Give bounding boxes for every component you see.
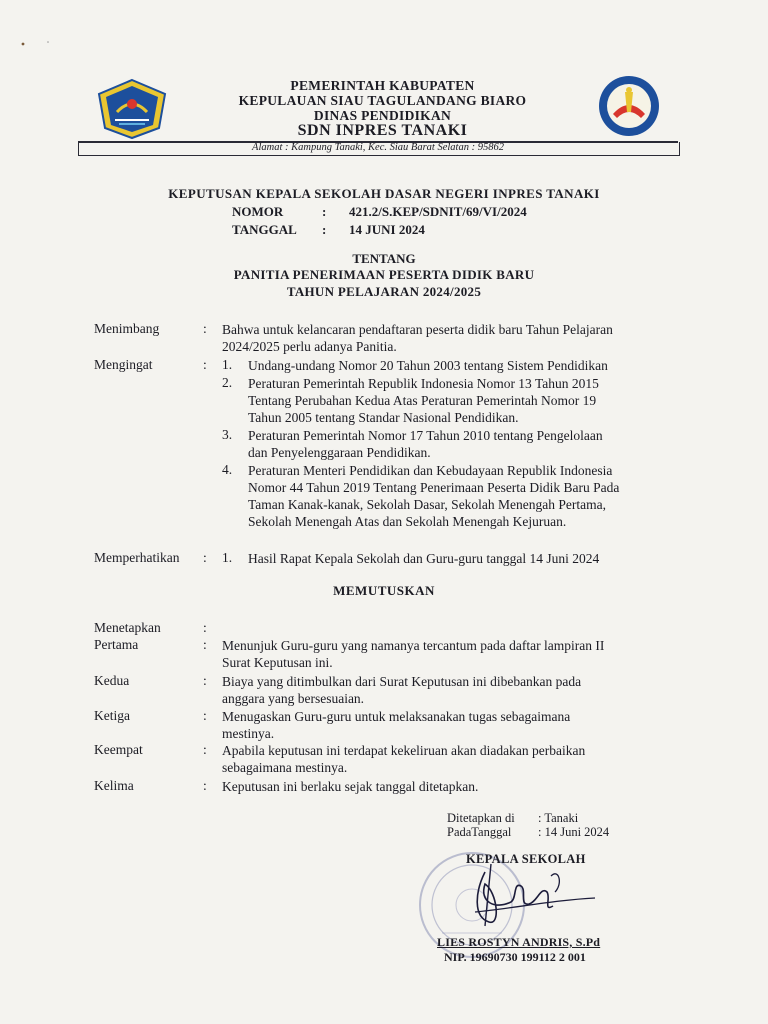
header-regency: KEPULAUAN SIAU TAGULANDANG BIARO xyxy=(238,93,527,108)
memperhatikan-label: Memperhatikan xyxy=(94,550,180,565)
ditetapkan-value: : Tanaki xyxy=(538,811,579,825)
keempat-colon: : xyxy=(203,742,207,757)
header-agency: DINAS PENDIDIKAN xyxy=(313,108,452,123)
nomor-colon: : xyxy=(322,204,327,219)
nomor-label: NOMOR xyxy=(232,204,284,219)
tanggal-ttd-value: : 14 Juni 2024 xyxy=(538,825,610,839)
mengingat-label: Mengingat xyxy=(94,357,153,372)
principal-nip: NIP. 19690730 199112 2 001 xyxy=(444,950,586,964)
tanggal-label: TANGGAL xyxy=(232,222,297,237)
kelima-colon: : xyxy=(203,778,207,793)
ketiga-colon: : xyxy=(203,708,207,723)
pertama-label: Pertama xyxy=(94,637,139,652)
nomor-value: 421.2/S.KEP/SDNIT/69/VI/2024 xyxy=(349,204,527,219)
mengingat-colon: : xyxy=(203,357,207,372)
memutuskan-heading: MEMUTUSKAN xyxy=(333,583,435,598)
memperhatikan-number: 1. xyxy=(222,550,233,565)
menetapkan-label: Menetapkan xyxy=(94,620,161,635)
header-school: SDN INPRES TANAKI xyxy=(297,122,468,139)
regency-logo xyxy=(97,78,167,140)
tut-wuri-handayani-logo xyxy=(597,74,661,138)
kelima-label: Kelima xyxy=(94,778,134,793)
keempat-label: Keempat xyxy=(94,742,143,757)
menimbang-text: Bahwa untuk kelancaran pendaftaran peserta didik baru Tahun Pelajaran 2024/2025 perlu adanya Panitia. xyxy=(222,322,613,354)
menetapkan-colon: : xyxy=(203,620,207,635)
mengingat-item-number: 1. xyxy=(222,357,233,372)
handwritten-signature xyxy=(455,862,605,932)
menimbang-colon: : xyxy=(203,321,207,336)
kedua-label: Kedua xyxy=(94,673,130,688)
kedua-text: Biaya yang ditimbulkan dari Surat Keputusan ini dibebankan pada anggara yang bersesuaian. xyxy=(222,674,582,706)
tanggal-ttd-label: PadaTanggal xyxy=(447,825,512,839)
tanggal-colon: : xyxy=(322,222,327,237)
tentang-heading: TENTANG xyxy=(352,251,416,266)
scan-speck xyxy=(18,36,58,46)
tanggal-value: 14 JUNI 2024 xyxy=(349,222,425,237)
mengingat-item: Peraturan Pemerintah Republik Indonesia Nomor 13 Tahun 2015 Tentang Perubahan Kedua Atas Peraturan Pemerintah Nomor 19 Tahun 2005 tentang Standar Nasional Pendidikan. xyxy=(248,376,599,425)
menimbang-label: Menimbang xyxy=(94,321,160,336)
kelima-text: Keputusan ini berlaku sejak tanggal ditetapkan. xyxy=(222,779,479,794)
header-government: PEMERINTAH KABUPATEN xyxy=(290,78,475,93)
ditetapkan-label: Ditetapkan di xyxy=(447,811,515,825)
keempat-text: Apabila keputusan ini terdapat kekeliruan akan diadakan perbaikan sebagaimana mestinya. xyxy=(222,743,586,775)
mengingat-item: Peraturan Pemerintah Nomor 17 Tahun 2010 tentang Pengelolaan dan Penyelenggaraan Pendidikan. xyxy=(248,428,603,460)
principal-name: LIES ROSTYN ANDRIS, S.Pd xyxy=(437,935,601,949)
ketiga-text: Menugaskan Guru-guru untuk melaksanakan tugas sebagaimana mestinya. xyxy=(222,709,571,741)
mengingat-item-number: 4. xyxy=(222,462,233,477)
ketiga-label: Ketiga xyxy=(94,708,130,723)
decree-title: KEPUTUSAN KEPALA SEKOLAH DASAR NEGERI INPRES TANAKI xyxy=(168,186,600,201)
kedua-colon: : xyxy=(203,673,207,688)
subject-line-2: TAHUN PELAJARAN 2024/2025 xyxy=(286,284,482,299)
pertama-text: Menunjuk Guru-guru yang namanya tercantum pada daftar lampiran II Surat Keputusan ini. xyxy=(222,638,605,670)
subject-line-1: PANITIA PENERIMAAN PESERTA DIDIK BARU xyxy=(233,267,535,282)
mengingat-item: Undang-undang Nomor 20 Tahun 2003 tentang Sistem Pendidikan xyxy=(248,358,608,373)
memperhatikan-colon: : xyxy=(203,550,207,565)
mengingat-item-number: 2. xyxy=(222,375,233,390)
principal-title: KEPALA SEKOLAH xyxy=(466,852,586,866)
memperhatikan-text: Hasil Rapat Kepala Sekolah dan Guru-guru tanggal 14 Juni 2024 xyxy=(248,551,600,566)
mengingat-item: Peraturan Menteri Pendidikan dan Kebudayaan Republik Indonesia Nomor 44 Tahun 2019 Tentang Penerimaan Peserta Didik Baru Pada Taman Kanak-kanak, Sekolah Dasar, Sekolah Menengah Pertama, Sekolah Menengah Atas dan Sekolah Menengah Kejuruan. xyxy=(248,463,620,529)
mengingat-item-number: 3. xyxy=(222,427,233,442)
pertama-colon: : xyxy=(203,637,207,652)
school-address: Alamat : Kampung Tanaki, Kec. Siau Barat Selatan : 95862 xyxy=(252,142,504,153)
